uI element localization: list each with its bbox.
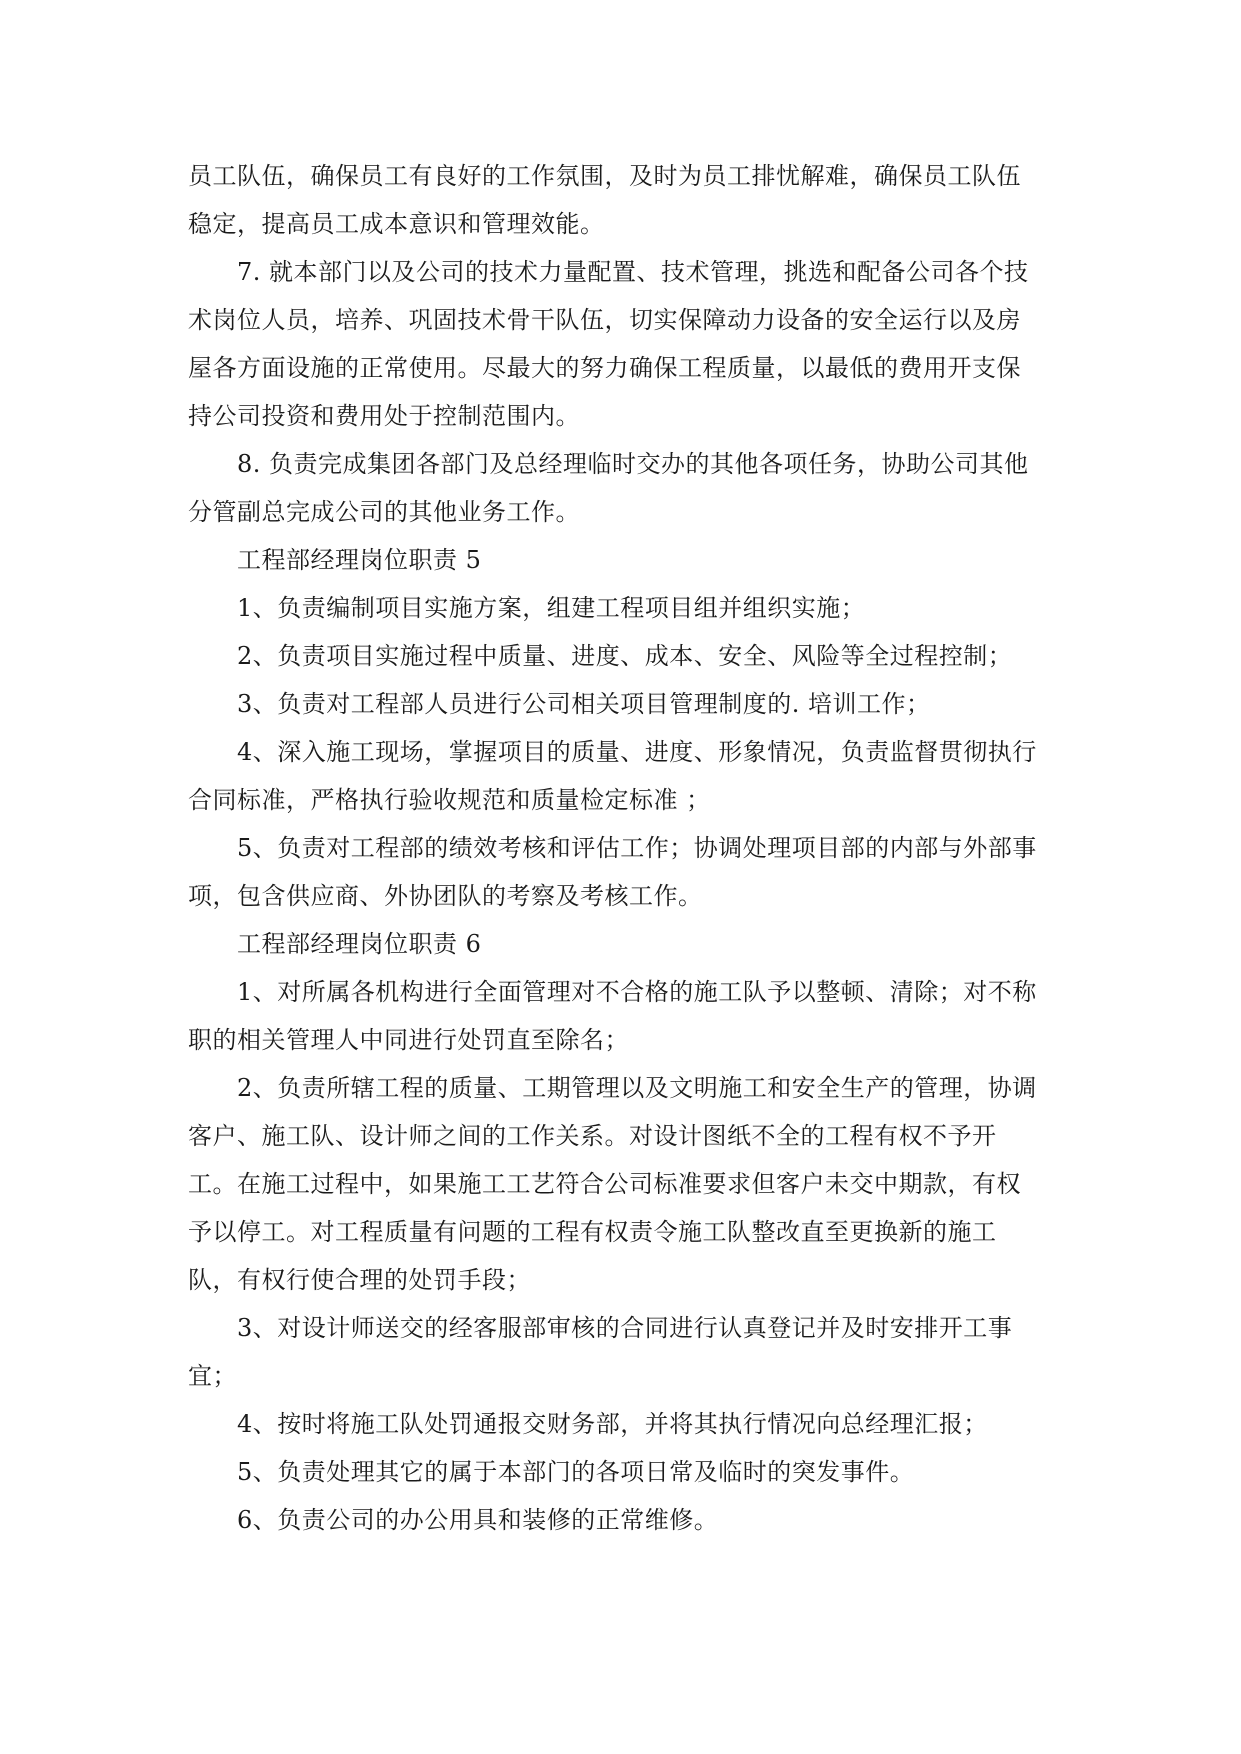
text-line: 持公司投资和费用处于控制范围内。 (188, 402, 580, 430)
list-item: 1、对所属各机构进行全面管理对不合格的施工队予以整顿、清除；对不称 (237, 978, 1037, 1006)
section-heading: 工程部经理岗位职责 5 (237, 546, 482, 574)
list-item: 1、负责编制项目实施方案，组建工程项目组并组织实施； (237, 594, 866, 622)
text-line: 客户、施工队、设计师之间的工作关系。对设计图纸不全的工程有权不予开 (188, 1122, 997, 1150)
section-heading: 工程部经理岗位职责 6 (237, 930, 482, 958)
list-item: 3、对设计师送交的经客服部审核的合同进行认真登记并及时安排开工事 (237, 1314, 1013, 1342)
text-line: 术岗位人员，培养、巩固技术骨干队伍，切实保障动力设备的安全运行以及房 (188, 306, 1021, 334)
text-line: 合同标准，严格执行验收规范和质量检定标准 ； (188, 786, 711, 814)
text-line: 分管副总完成公司的其他业务工作。 (188, 498, 580, 526)
text-line: 稳定，提高员工成本意识和管理效能。 (188, 210, 605, 238)
text-line: 8. 负责完成集团各部门及总经理临时交办的其他各项任务，协助公司其他 (237, 450, 1029, 478)
list-item: 4、深入施工现场，掌握项目的质量、进度、形象情况，负责监督贯彻执行 (237, 738, 1037, 766)
text-line: 7. 就本部门以及公司的技术力量配置、技术管理，挑选和配备公司各个技 (237, 258, 1029, 286)
list-item: 4、按时将施工队处罚通报交财务部，并将其执行情况向总经理汇报； (237, 1410, 988, 1438)
document-page (188, 152, 1054, 1544)
text-line: 屋各方面设施的正常使用。尽最大的努力确保工程质量，以最低的费用开支保 (188, 354, 1021, 382)
text-line: 队，有权行使合理的处罚手段； (188, 1266, 531, 1294)
list-item: 6、负责公司的办公用具和装修的正常维修。 (237, 1506, 719, 1534)
text-line: 项，包含供应商、外协团队的考察及考核工作。 (188, 882, 703, 910)
list-item: 2、负责项目实施过程中质量、进度、成本、安全、风险等全过程控制； (237, 642, 1013, 670)
text-line: 宜； (188, 1362, 237, 1390)
text-line: 工。在施工过程中，如果施工工艺符合公司标准要求但客户未交中期款，有权 (188, 1170, 1021, 1198)
list-item: 3、负责对工程部人员进行公司相关项目管理制度的. 培训工作； (237, 690, 931, 718)
text-line: 职的相关管理人中同进行处罚直至除名； (188, 1026, 629, 1054)
list-item: 5、负责对工程部的绩效考核和评估工作；协调处理项目部的内部与外部事 (237, 834, 1037, 862)
text-line: 予以停工。对工程质量有问题的工程有权责令施工队整改直至更换新的施工 (188, 1218, 997, 1246)
text-line: 员工队伍，确保员工有良好的工作氛围，及时为员工排忧解难，确保员工队伍 (188, 162, 1021, 190)
list-item: 5、负责处理其它的属于本部门的各项日常及临时的突发事件。 (237, 1458, 915, 1486)
list-item: 2、负责所辖工程的质量、工期管理以及文明施工和安全生产的管理，协调 (237, 1074, 1037, 1102)
